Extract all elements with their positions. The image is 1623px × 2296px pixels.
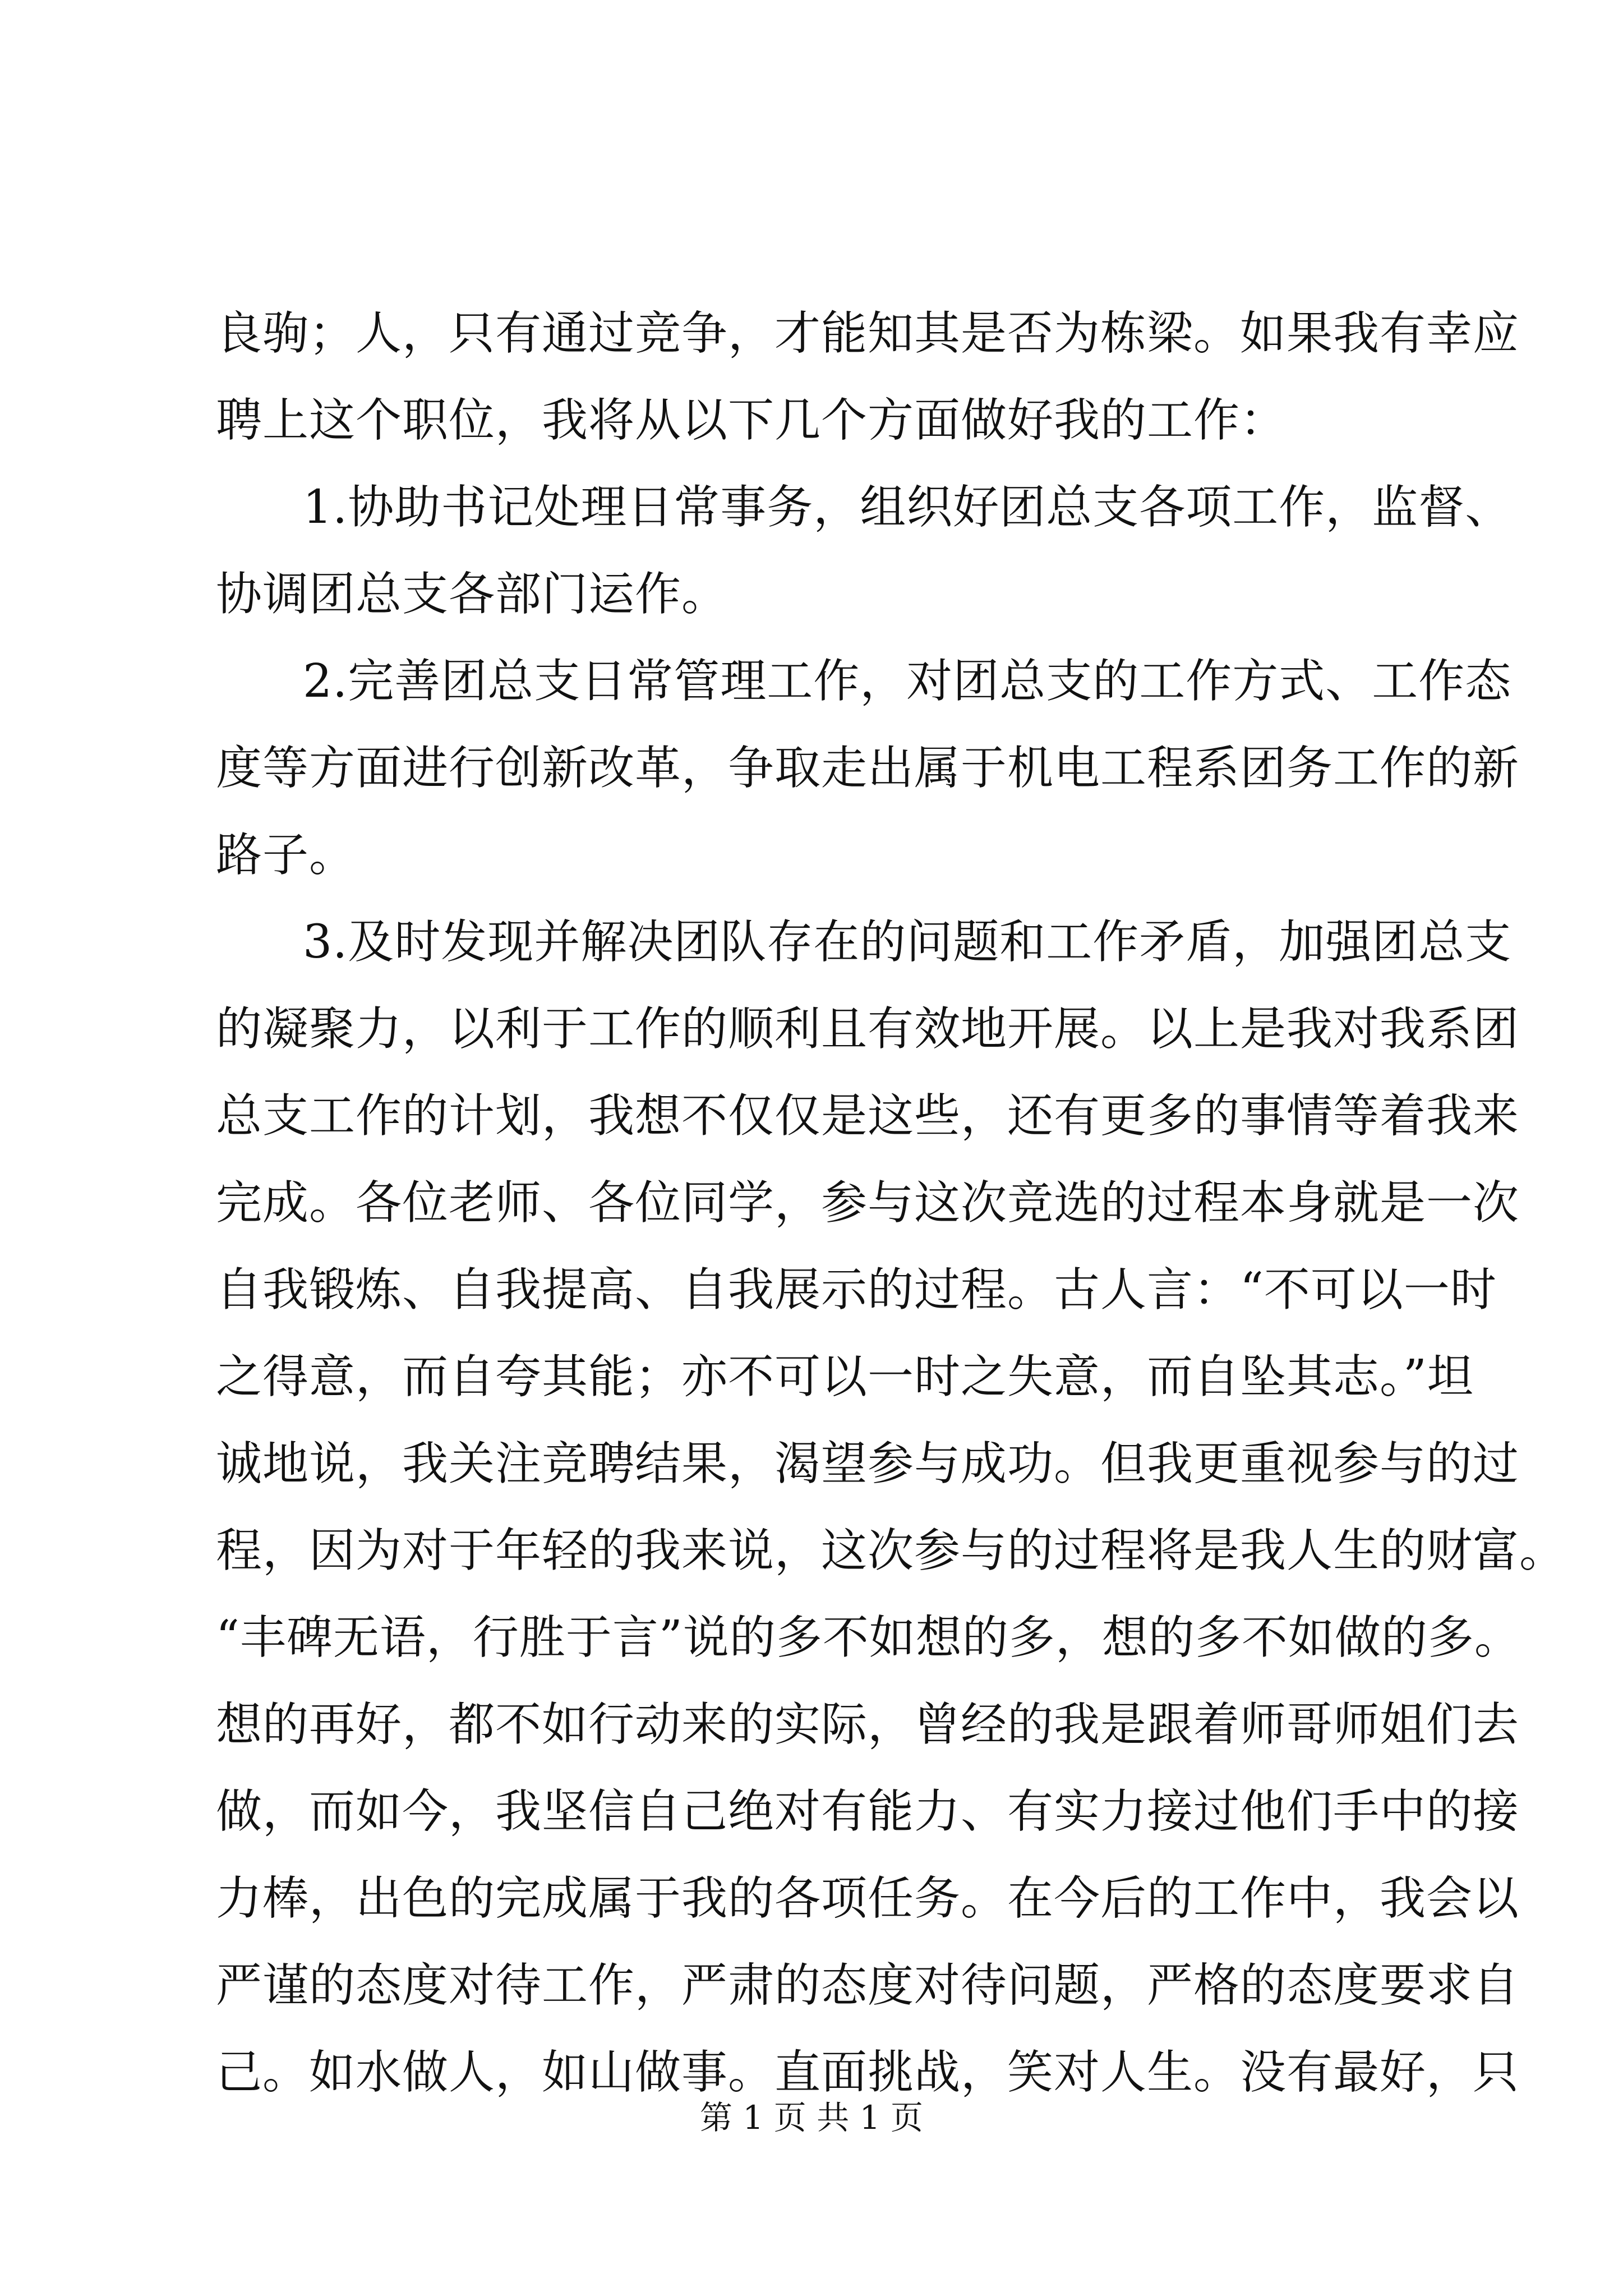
- body-text-line: 完成。各位老师、各位同学，参与这次竞选的过程本身就是一次: [216, 1176, 1520, 1230]
- body-text-line: 总支工作的计划，我想不仅仅是这些，还有更多的事情等着我来: [216, 1089, 1520, 1143]
- body-text-line: 诚地说，我关注竞聘结果，渴望参与成功。但我更重视参与的过: [216, 1437, 1520, 1490]
- body-text-line: 力棒，出色的完成属于我的各项任务。在今后的工作中，我会以: [216, 1872, 1520, 1925]
- body-text-line: 自我锻炼、自我提高、自我展示的过程。古人言：“不可以一时: [216, 1263, 1497, 1317]
- list-item-2-text: 2.完善团总支日常管理工作，对团总支的工作方式、工作态: [303, 655, 1512, 708]
- body-text-line: 想的再好，都不如行动来的实际，曾经的我是跟着师哥师姐们去: [216, 1698, 1520, 1751]
- body-text-line: 严谨的态度对待工作，严肃的态度对待问题，严格的态度要求自: [216, 1959, 1520, 2012]
- body-text-line: 做，而如今，我坚信自己绝对有能力、有实力接过他们手中的接: [216, 1785, 1520, 1838]
- body-text-line: 之得意，而自夸其能；亦不可以一时之失意，而自坠其志。”坦: [216, 1350, 1474, 1404]
- body-text-line: 己。如水做人，如山做事。直面挑战，笑对人生。没有最好，只: [216, 2046, 1520, 2099]
- body-text-line: “丰碑无语，行胜于言”说的多不如想的多，想的多不如做的多。: [216, 1611, 1521, 1664]
- body-text-line: 的凝聚力，以利于工作的顺利且有效地开展。以上是我对我系团: [216, 1002, 1520, 1056]
- body-text-line: 度等方面进行创新改革，争取走出属于机电工程系团务工作的新: [216, 742, 1520, 795]
- body-text-line: 聘上这个职位，我将从以下几个方面做好我的工作：: [216, 394, 1287, 447]
- body-text-line: 协调团总支各部门运作。: [216, 568, 728, 621]
- list-item-1-text: 1.协助书记处理日常事务，组织好团总支各项工作，监督、: [303, 481, 1512, 534]
- page-footer: 第 1 页 共 1 页: [700, 2099, 923, 2137]
- body-text-line: 路子。: [216, 829, 356, 882]
- body-text-line: 良驹；人，只有通过竞争，才能知其是否为栋梁。如果我有幸应: [216, 307, 1520, 360]
- body-text-line: 程，因为对于年轻的我来说，这次参与的过程将是我人生的财富。: [216, 1524, 1566, 1577]
- list-item-3-text: 3.及时发现并解决团队存在的问题和工作矛盾，加强团总支: [303, 915, 1512, 969]
